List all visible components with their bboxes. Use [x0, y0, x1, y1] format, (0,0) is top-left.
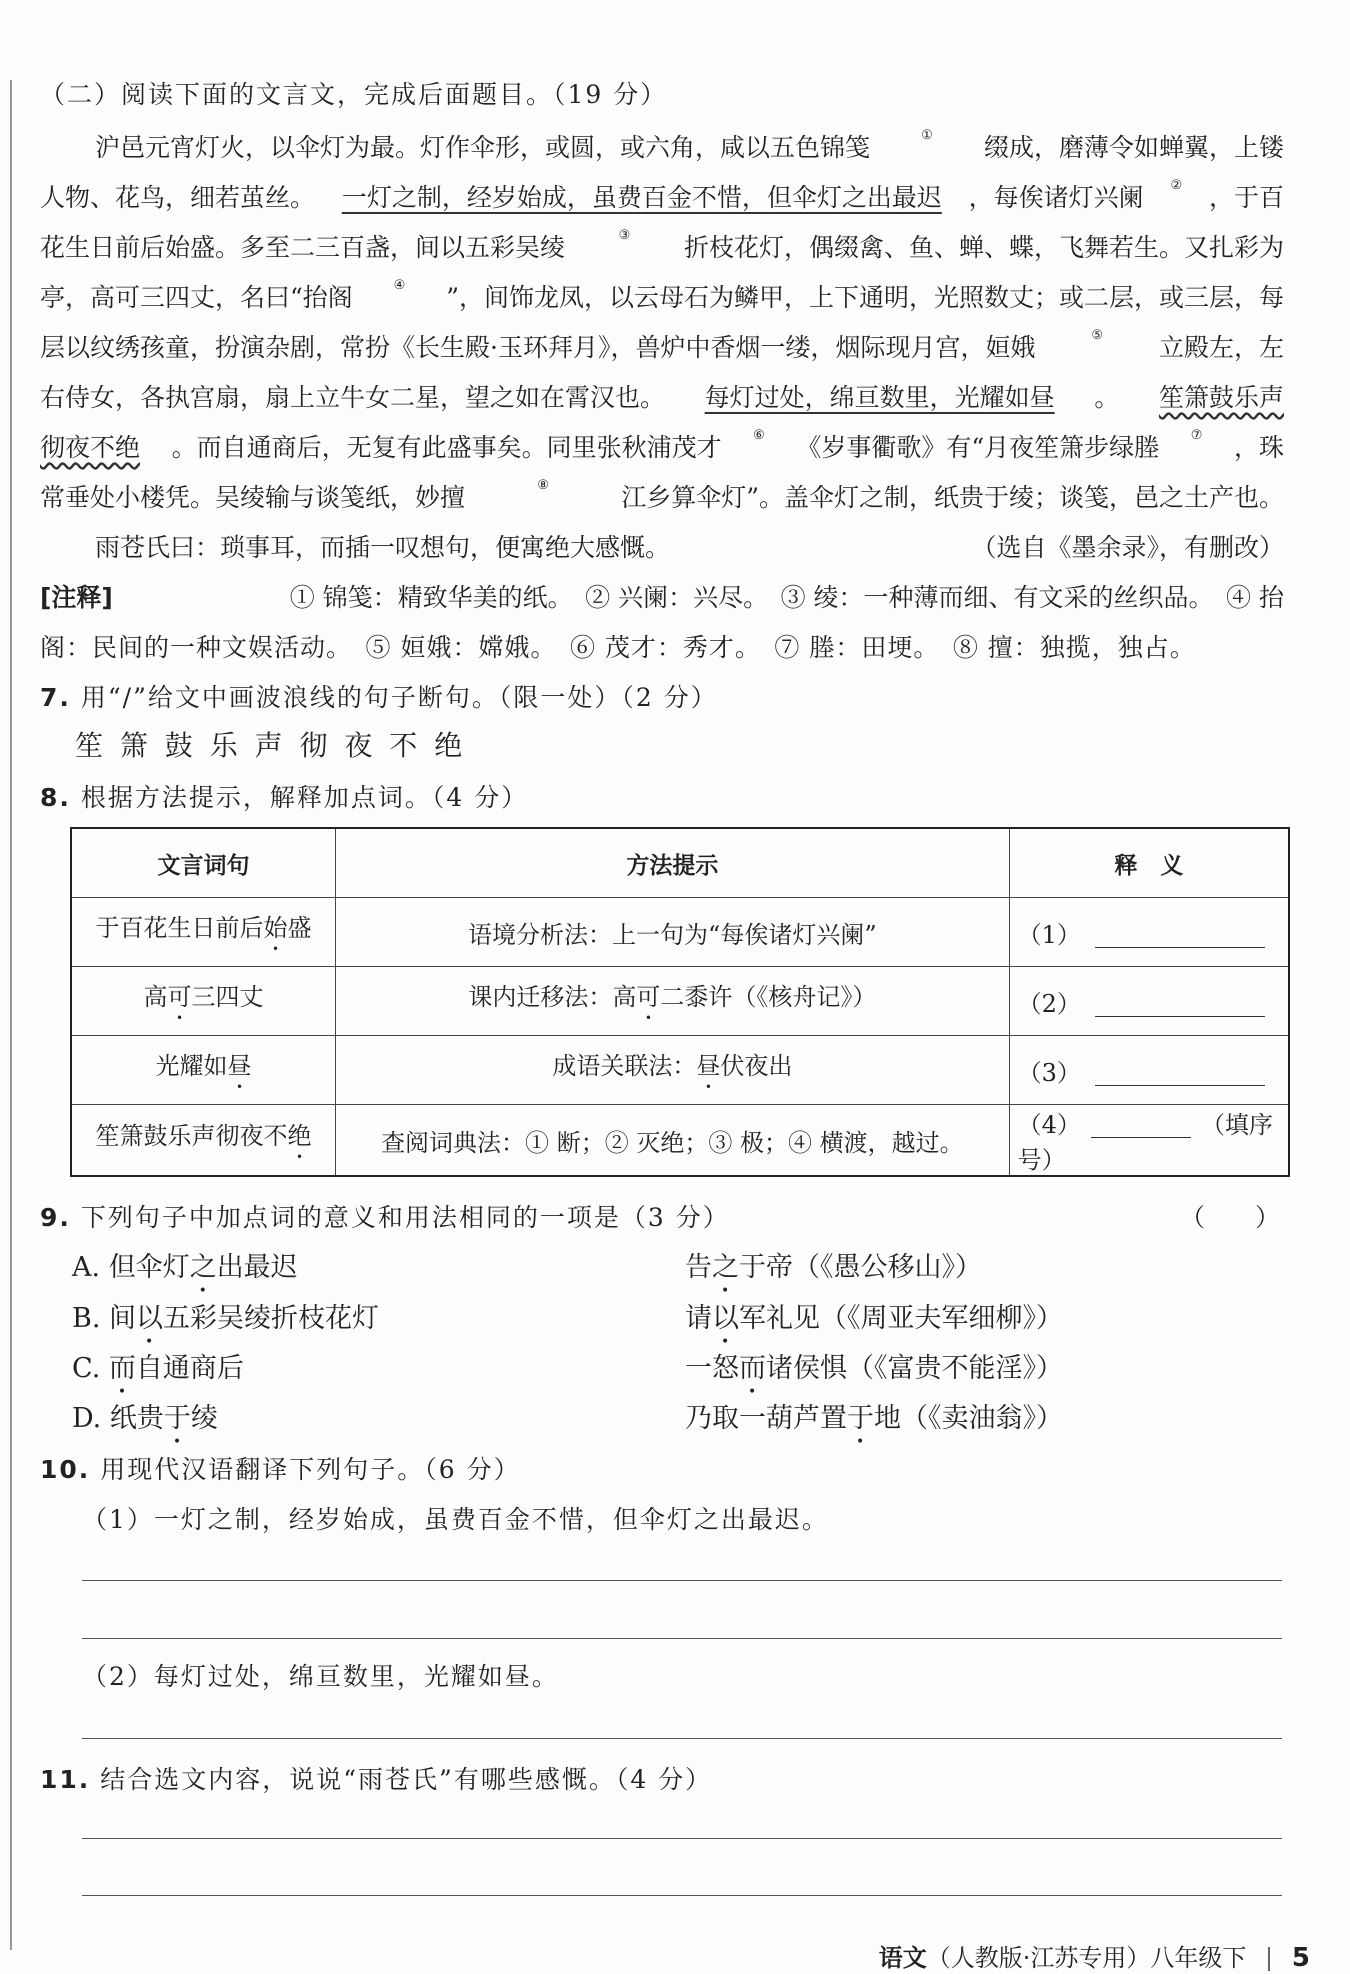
answer-cell[interactable] — [1009, 1036, 1289, 1105]
hint-cell — [336, 1036, 1010, 1105]
answer-label: （2） — [1017, 989, 1081, 1018]
q9-number: 9. — [40, 1203, 71, 1232]
header-cell: 释 义 — [1009, 828, 1289, 898]
passage-text: 缀成，磨薄令如蝉翼，上镂 — [983, 133, 1284, 162]
q11-number: 11. — [40, 1765, 91, 1794]
wavy-sentence: 笙箫鼓乐声 — [1158, 383, 1284, 412]
answer-blank[interactable] — [1095, 994, 1265, 1017]
dotted-word: 绝 — [287, 1122, 312, 1150]
answer-blank[interactable] — [1095, 1063, 1265, 1086]
answer-line[interactable] — [82, 1638, 1282, 1639]
commentary: 雨苍氏曰：琐事耳，而插一叹想句，便寓绝大感慨。 — [95, 533, 671, 562]
passage-text: ，于百 — [1208, 183, 1284, 212]
passage-text: 层以纹绣孩童，扮演杂剧，常扮《长生殿·玉环拜月》，兽炉中香烟一缕，烟际现月宫，姮娥 — [40, 333, 1036, 362]
passage-text: 。 — [1094, 383, 1120, 412]
page-footer — [879, 1938, 1310, 1973]
option-text: 告 — [685, 1252, 712, 1283]
q8-number: 8. — [40, 783, 71, 812]
note-mark: ① — [921, 128, 933, 143]
note-mark: ⑧ — [537, 478, 549, 493]
passage-line-3 — [40, 228, 1284, 264]
option-text: 于帝（《愚公移山》） — [739, 1252, 982, 1283]
option-text: 军礼见（《周亚夫军细柳》） — [739, 1303, 1063, 1334]
answer-blank[interactable] — [1095, 925, 1265, 948]
dotted-word: 可 — [636, 983, 661, 1011]
table-row — [71, 1105, 1289, 1177]
page-number: 5 — [1291, 1943, 1310, 1973]
underlined-sentence-2: 每灯过处，绵亘数里，光耀如昼 — [704, 383, 1055, 412]
option-text: 绫 — [190, 1403, 218, 1434]
q9-option-d-right — [685, 1396, 1063, 1450]
passage-line-8 — [40, 478, 1284, 514]
passage-line-9 — [95, 528, 1284, 564]
passage-text: 花生日前后始盛。多至二三百盏，间以五彩吴绫 — [40, 233, 566, 262]
passage-text: 沪邑元宵灯火，以伞灯为最。灯作伞形，或圆，或六角，咸以五色锦笺 — [95, 133, 871, 162]
option-text: 但伞灯 — [108, 1252, 190, 1283]
source: （选自《墨余录》，有删改） — [971, 533, 1284, 562]
hint-text: 语境分析法：上一句为“每俟诸灯兴阑” — [468, 920, 877, 949]
footer-divider — [1268, 1947, 1270, 1971]
phrase-text: 三四丈 — [191, 983, 264, 1011]
answer-cell[interactable] — [1009, 898, 1289, 967]
q7-number: 7. — [40, 683, 71, 712]
dotted-word: 始 — [263, 914, 288, 942]
answer-line[interactable] — [82, 1738, 1282, 1739]
dotted-word: 昼 — [696, 1052, 721, 1080]
option-text: 纸贵 — [109, 1403, 164, 1434]
hint-cell — [336, 1105, 1010, 1177]
q10-text: 用现代汉语翻译下列句子。（6 分） — [100, 1455, 521, 1484]
q9-option-a-right — [685, 1245, 982, 1299]
dotted-word: 而 — [108, 1353, 136, 1384]
dotted-word: 之 — [189, 1252, 217, 1283]
section-heading: （二）阅读下面的文言文，完成后面题目。（19 分） — [40, 80, 668, 109]
option-text: 间 — [109, 1303, 137, 1334]
q9-option-b-left[interactable] — [72, 1296, 379, 1350]
q9-answer-paren[interactable]: （ ） — [1179, 1203, 1280, 1232]
hint-text: 查阅词典法：① 断；② 灭绝；③ 极；④ 横渡，越过。 — [381, 1128, 964, 1157]
option-label: D. — [72, 1403, 102, 1434]
phrase-text: 笙箫鼓乐声彻夜不 — [95, 1122, 288, 1150]
passage-line-5 — [40, 328, 1284, 364]
q9 — [40, 1198, 730, 1234]
dotted-word: 可 — [167, 983, 192, 1011]
phrase-text: 光耀如 — [155, 1052, 228, 1080]
passage-text: 《岁事衢歌》有“月夜笙箫步绿塍 — [796, 433, 1160, 462]
hint-cell — [336, 967, 1010, 1036]
phrase-cell — [71, 898, 336, 967]
passage-line-6 — [40, 378, 1284, 414]
dotted-word: 以 — [136, 1303, 164, 1334]
margin-rule — [10, 80, 12, 1950]
note-mark: ⑤ — [1091, 328, 1104, 343]
q7-text: 用“/”给文中画波浪线的句子断句。（限一处）（2 分） — [80, 683, 718, 712]
option-text: 地（《卖油翁》） — [874, 1403, 1063, 1434]
table-row — [71, 1036, 1289, 1105]
option-text: 请 — [685, 1303, 712, 1334]
option-text: 五彩吴绫折枝花灯 — [163, 1303, 380, 1334]
notes-tag: [注释] — [40, 583, 113, 612]
q11-text: 结合选文内容，说说“雨苍氏”有哪些感慨。（4 分） — [100, 1765, 713, 1794]
answer-line[interactable] — [82, 1895, 1282, 1896]
note-mark: ③ — [618, 228, 631, 243]
passage-line-4 — [40, 278, 1284, 314]
phrase-text: 高 — [143, 983, 168, 1011]
option-text: 一怒 — [685, 1353, 739, 1384]
note-mark: ④ — [393, 278, 406, 293]
passage-line-1 — [95, 128, 1284, 164]
phrase-cell — [71, 1105, 336, 1177]
wavy-sentence: 彻夜不绝 — [40, 433, 141, 462]
passage-text: ，珠 — [1233, 433, 1284, 462]
fill-hint: （填序号） — [1017, 1111, 1273, 1174]
q11 — [40, 1760, 712, 1796]
q8 — [40, 778, 528, 814]
header-cell: 方法提示 — [336, 828, 1010, 898]
option-text: 出最迟 — [216, 1252, 298, 1283]
passage-line-2 — [40, 178, 1284, 214]
q9-option-c-right — [685, 1346, 1063, 1400]
passage-text: 人物、花鸟，细若茧丝。 — [40, 183, 316, 212]
q9-option-c-left[interactable] — [72, 1346, 244, 1400]
answer-line[interactable] — [82, 1838, 1282, 1839]
notes-line-1 — [40, 578, 1284, 614]
option-text: 自通商后 — [135, 1353, 244, 1384]
notes-line-2: 阁：民间的一种文娱活动。 ⑤ 姮娥：嫦娥。 ⑥ 茂才：秀才。 ⑦ 塍：田埂。 ⑧ 擅：独揽，独占。 — [40, 633, 1196, 662]
passage-line-7 — [40, 428, 1284, 464]
passage-text: 。而自通商后，无复有此盛事矣。同里张秋浦茂才 — [171, 433, 722, 462]
passage-text: 折枝花灯，偶缀禽、鱼、蝉、蝶，飞舞若生。又扎彩为 — [683, 233, 1284, 262]
answer-label: （1） — [1017, 920, 1081, 949]
option-label: B. — [72, 1303, 101, 1334]
hint-text: 伏夜出 — [720, 1052, 793, 1080]
answer-cell[interactable] — [1009, 967, 1289, 1036]
hint-cell — [336, 898, 1010, 967]
q10-number: 10. — [40, 1455, 91, 1484]
passage-text: 立殿左，左 — [1158, 333, 1284, 362]
passage-text: 亭，高可三四丈，名曰“抬阁 — [40, 283, 353, 312]
notes-text: ① 锦笺：精致华美的纸。 ② 兴阑：兴尽。 ③ 绫：一种薄而细、有文采的丝织品。 ④ 抬 — [289, 583, 1284, 612]
q10-sentence-2: （2）每灯过处，绵亘数里，光耀如昼。 — [82, 1662, 559, 1691]
option-text: 乃取一葫芦置 — [685, 1403, 847, 1434]
dotted-word: 于 — [163, 1403, 191, 1434]
answer-line[interactable] — [82, 1580, 1282, 1581]
q7-sentence[interactable]: 笙 箫 鼓 乐 声 彻 夜 不 绝 — [75, 729, 467, 762]
passage-text: ，每俟诸灯兴阑 — [968, 183, 1144, 212]
dotted-word: 之 — [712, 1252, 739, 1283]
dotted-word: 昼 — [227, 1052, 252, 1080]
table-row — [71, 898, 1289, 967]
passage-text: 江乡算伞灯”。盖伞灯之制，纸贵于绫；谈笺，邑之土产也。 — [621, 483, 1284, 512]
dotted-word: 以 — [712, 1303, 739, 1334]
table-row — [71, 967, 1289, 1036]
phrase-cell — [71, 1036, 336, 1105]
underlined-sentence-1: 一灯之制，经岁始成，虽费百金不惜，但伞灯之出最迟 — [341, 183, 942, 212]
footer-edition: （人教版·江苏专用）八年级下 — [926, 1944, 1247, 1972]
phrase-text: 于百花生日前后 — [95, 914, 264, 942]
footer-subject: 语文 — [878, 1944, 927, 1972]
dotted-word: 而 — [739, 1353, 766, 1384]
phrase-cell — [71, 967, 336, 1036]
q9-text: 下列句子中加点词的意义和用法相同的一项是（3 分） — [80, 1203, 730, 1232]
q8-table — [70, 827, 1290, 1177]
passage-text: 右侍女，各执宫扇，扇上立牛女二星，望之如在霄汉也。 — [40, 383, 666, 412]
answer-cell[interactable] — [1009, 1105, 1289, 1177]
hint-text: 二黍许（《核舟记》） — [660, 983, 877, 1011]
q10-sentence-1: （1）一灯之制，经岁始成，虽费百金不惜，但伞灯之出最迟。 — [82, 1505, 829, 1534]
q10 — [40, 1450, 521, 1486]
table-header-row — [71, 828, 1289, 898]
q9-option-b-right — [685, 1296, 1063, 1350]
header-cell: 文言词句 — [71, 828, 336, 898]
answer-label: （3） — [1017, 1058, 1081, 1087]
dotted-word: 于 — [847, 1403, 874, 1434]
hint-text: 成语关联法： — [552, 1052, 697, 1080]
q7 — [40, 678, 718, 714]
note-mark: ⑦ — [1190, 428, 1203, 443]
answer-blank[interactable] — [1091, 1115, 1191, 1138]
phrase-text: 盛 — [287, 914, 312, 942]
q9-option-d-left[interactable] — [72, 1396, 218, 1450]
option-label: C. — [72, 1353, 101, 1384]
answer-label: （4） — [1017, 1111, 1081, 1139]
note-mark: ② — [1170, 178, 1183, 193]
passage-text: 常垂处小楼凭。吴绫输与谈笺纸，妙擅 — [40, 483, 466, 512]
hint-text: 课内迁移法：高 — [468, 983, 637, 1011]
option-text: 诸侯惧（《富贵不能淫》） — [766, 1353, 1063, 1384]
q9-option-a-left[interactable] — [72, 1245, 298, 1299]
note-mark: ⑥ — [753, 428, 765, 443]
passage-text: ”，间饰龙凤，以云母石为鳞甲，上下通明，光照数丈；或二层，或三层，每 — [446, 283, 1284, 312]
q8-text: 根据方法提示，解释加点词。（4 分） — [80, 783, 529, 812]
option-label: A. — [72, 1252, 101, 1283]
